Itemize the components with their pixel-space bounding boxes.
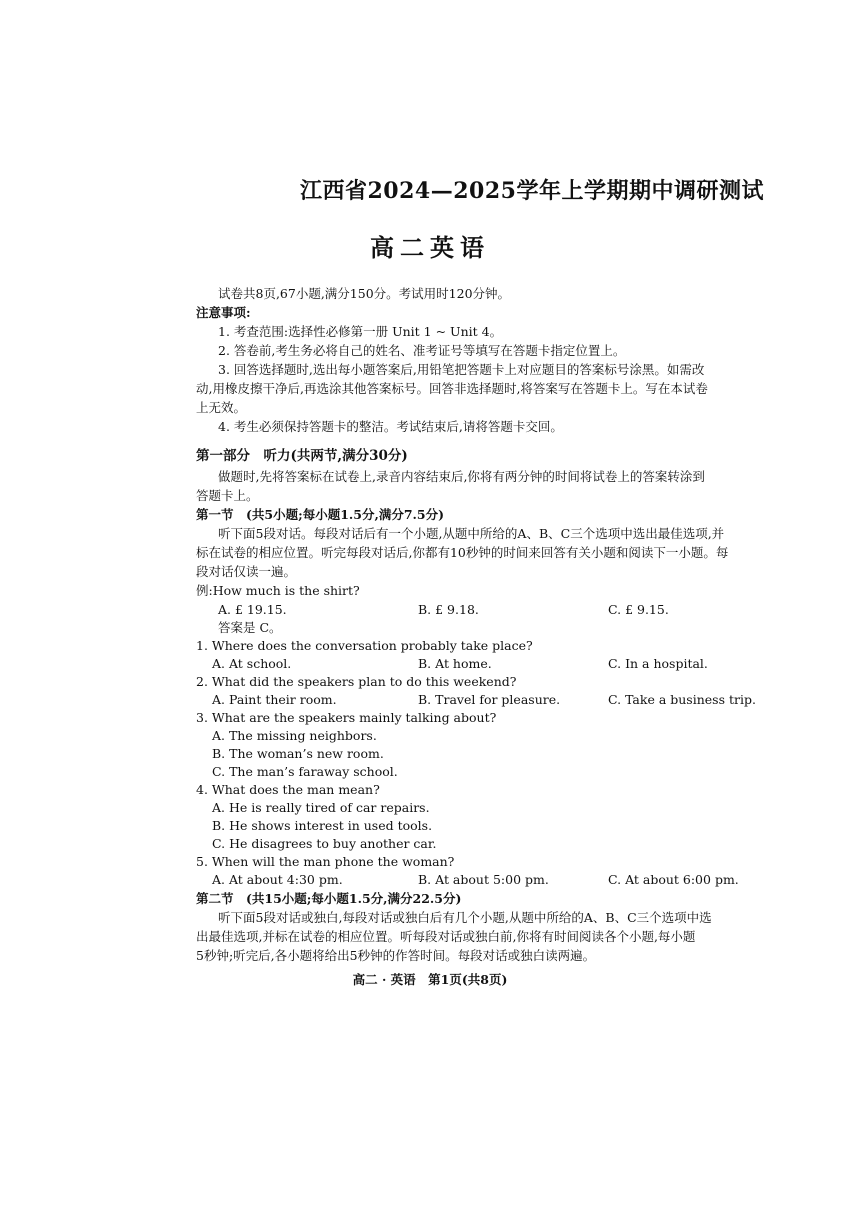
section1-heading: 第一节 (共5小题;每小题1.5分,满分7.5分) — [196, 507, 444, 522]
notice-item-continued: 动,用橡皮擦干净后,再选涂其他答案标号。回答非选择题时,将答案写在答题卡上。写在本试卷 — [196, 381, 708, 396]
part1-instructions-line: 答题卡上。 — [196, 488, 259, 503]
section1-instructions-line: 标在试卷的相应位置。听完每段对话后,你都有10秒钟的时间来回答有关小题和阅读下一小题。每 — [196, 545, 729, 560]
question-1-option-a: A. At school. — [212, 656, 292, 671]
example-option-b: B. £ 9.18. — [418, 602, 479, 617]
question-4-stem: 4. What does the man mean? — [196, 782, 380, 797]
question-2-option-b: B. Travel for pleasure. — [418, 692, 561, 707]
question-5-option-c: C. At about 6:00 pm. — [608, 872, 739, 887]
question-3-option-c: C. The man’s faraway school. — [212, 764, 398, 779]
notice-item: 1. 考查范围:选择性必修第一册 Unit 1 ~ Unit 4。 — [218, 324, 503, 339]
notice-item: 3. 回答选择题时,选出每小题答案后,用铅笔把答题卡上对应题目的答案标号涂黑。如需改 — [218, 362, 705, 377]
example-option-a: A. £ 19.15. — [218, 602, 287, 617]
part1-heading: 第一部分 听力(共两节,满分30分) — [196, 448, 408, 464]
question-3-option-b: B. The woman’s new room. — [212, 746, 384, 761]
question-3-stem: 3. What are the speakers mainly talking about? — [196, 710, 497, 725]
question-5-option-b: B. At about 5:00 pm. — [418, 872, 549, 887]
section1-instructions-line: 段对话仅读一遍。 — [196, 564, 297, 579]
question-2-stem: 2. What did the speakers plan to do this weekend? — [196, 674, 517, 689]
question-5-stem: 5. When will the man phone the woman? — [196, 854, 455, 869]
question-4-option-a: A. He is really tired of car repairs. — [212, 800, 430, 815]
question-3-option-a: A. The missing neighbors. — [212, 728, 377, 743]
example-option-c: C. £ 9.15. — [608, 602, 669, 617]
question-4-option-c: C. He disagrees to buy another car. — [212, 836, 437, 851]
question-1-stem: 1. Where does the conversation probably take place? — [196, 638, 533, 653]
section2-instructions-line: 出最佳选项,并标在试卷的相应位置。听每段对话或独白前,你将有时间阅读各个小题,每小题 — [196, 929, 696, 944]
question-1-option-c: C. In a hospital. — [608, 656, 708, 671]
question-2-option-c: C. Take a business trip. — [608, 692, 756, 707]
exam-intro: 试卷共8页,67小题,满分150分。考试用时120分钟。 — [218, 286, 511, 301]
question-1-option-b: B. At home. — [418, 656, 492, 671]
example-answer: 答案是 C。 — [218, 620, 282, 635]
exam-title: 江西省2024—2025学年上学期期中调研测试 — [300, 178, 764, 204]
subject-title: 高二英语 — [370, 233, 490, 262]
section2-heading: 第二节 (共15小题;每小题1.5分,满分22.5分) — [196, 891, 462, 906]
question-4-option-b: B. He shows interest in used tools. — [212, 818, 433, 833]
notice-item: 2. 答卷前,考生务必将自己的姓名、准考证号等填写在答题卡指定位置上。 — [218, 343, 626, 358]
section2-instructions-line: 听下面5段对话或独白,每段对话或独白后有几个小题,从题中所给的A、B、C三个选项中选 — [218, 910, 712, 925]
part1-instructions-line: 做题时,先将答案标在试卷上,录音内容结束后,你将有两分钟的时间将试卷上的答案转涂到 — [218, 469, 705, 484]
notice-item-continued: 上无效。 — [196, 400, 247, 415]
notice-heading: 注意事项: — [196, 305, 251, 320]
section2-instructions-line: 5秒钟;听完后,各小题将给出5秒钟的作答时间。每段对话或独白读两遍。 — [196, 948, 596, 963]
page-footer: 高二 · 英语 第1页(共8页) — [352, 972, 508, 987]
example-question: 例:How much is the shirt? — [196, 583, 360, 598]
notice-item: 4. 考生必须保持答题卡的整洁。考试结束后,请将答题卡交回。 — [218, 419, 563, 434]
question-2-option-a: A. Paint their room. — [212, 692, 337, 707]
question-5-option-a: A. At about 4:30 pm. — [212, 872, 343, 887]
section1-instructions-line: 听下面5段对话。每段对话后有一个小题,从题中所给的A、B、C三个选项中选出最佳选项,并 — [218, 526, 725, 541]
